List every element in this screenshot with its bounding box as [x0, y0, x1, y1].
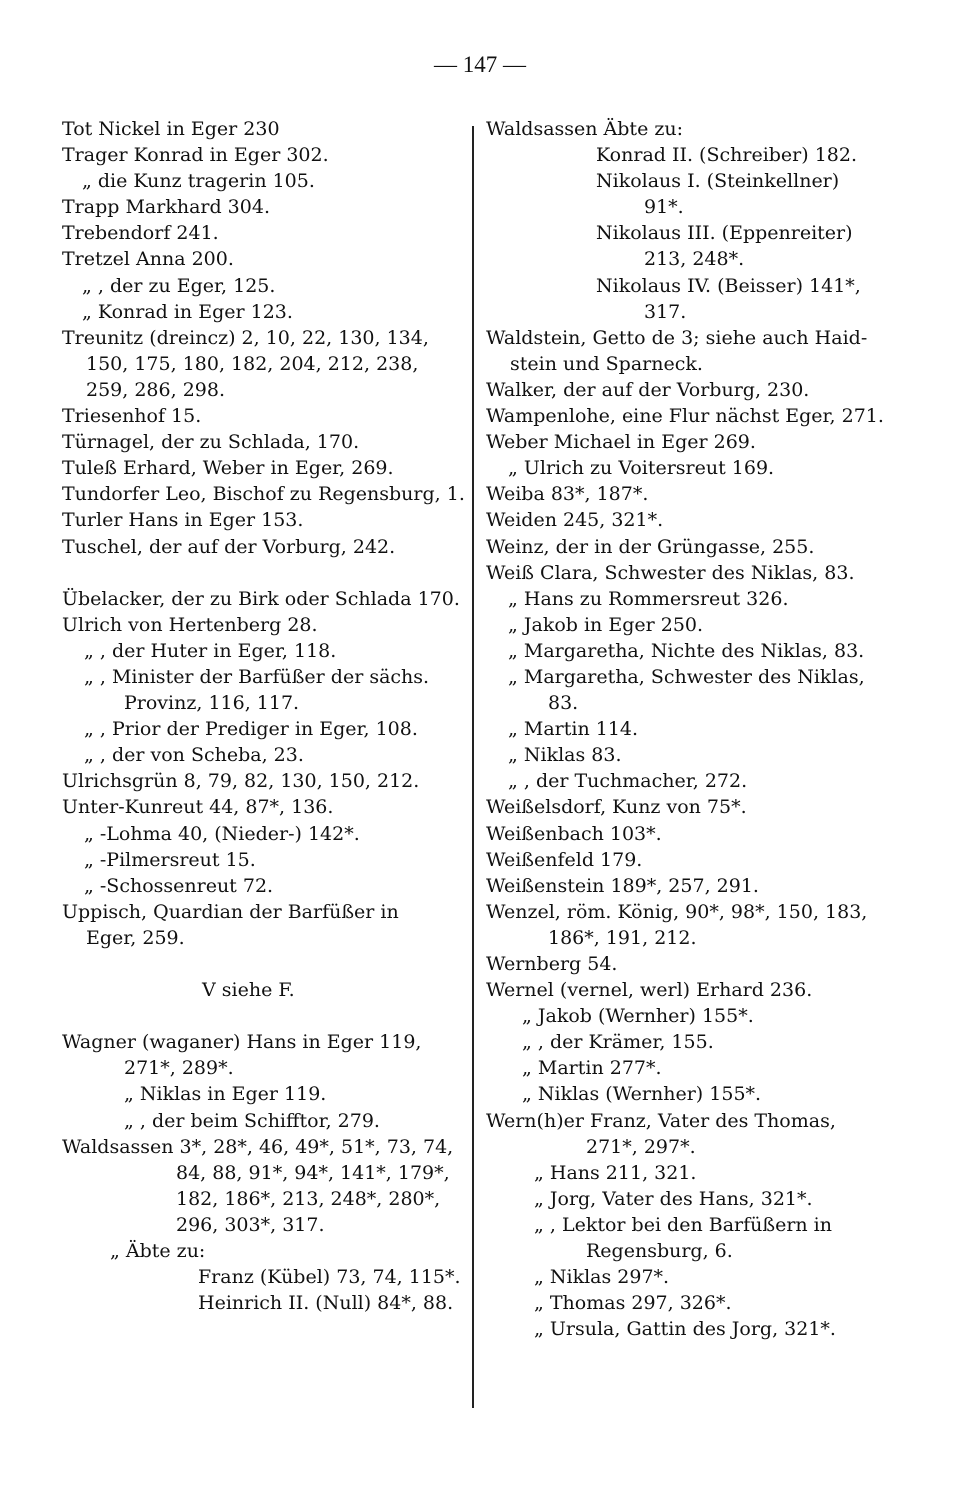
index-entry: 271*, 289*.	[124, 1057, 234, 1080]
index-entry: Eger, 259.	[86, 926, 185, 949]
index-entry: Wernberg 54.	[486, 953, 618, 975]
index-entry: 182, 186*, 213, 248*, 280*,	[176, 1187, 441, 1210]
index-entry: Weiba 83*, 187*.	[486, 483, 649, 506]
index-entry	[62, 1003, 462, 1029]
index-entry: „ Niklas (Wernher) 155*.	[522, 1083, 762, 1106]
index-entry: Ulrichsgrün 8, 79, 82, 130, 150, 212.	[62, 770, 420, 793]
index-entry: Nikolaus IV. (Beisser) 141*,	[596, 274, 861, 297]
index-entry: „ Jakob in Eger 250.	[508, 613, 704, 636]
index-entry: Weißenfeld 179.	[486, 848, 643, 871]
index-entry: Weiden 245, 321*.	[486, 509, 664, 532]
index-entry: Provinz, 116, 117.	[124, 692, 300, 715]
index-entry: „ , Lektor bei den Barfüßern in	[534, 1213, 832, 1236]
index-entry: Wampenlohe, eine Flur nächst Eger, 271.	[486, 405, 884, 428]
index-entry: 317.	[644, 300, 687, 323]
index-entry: „ Hans 211, 321.	[534, 1161, 697, 1184]
index-entry: „ Ursula, Gattin des Jorg, 321*.	[534, 1318, 836, 1341]
index-entry: „ , der Tuchmacher, 272.	[508, 770, 748, 793]
index-entry: „ Niklas 297*.	[534, 1266, 670, 1289]
index-entry: „ Niklas in Eger 119.	[124, 1083, 327, 1106]
index-entry: „ Hans zu Rommersreut 326.	[508, 587, 789, 610]
index-entry: Türnagel, der zu Schlada, 170.	[62, 431, 360, 454]
index-entry: 84, 88, 91*, 94*, 141*, 179*,	[176, 1161, 450, 1184]
index-entry: „ , Minister der Barfüßer der sächs.	[84, 665, 430, 688]
left-index-column	[62, 116, 465, 1316]
index-entry: Treunitz (dreincz) 2, 10, 22, 130, 134,	[62, 326, 429, 349]
index-entry: „ , der Huter in Eger, 118.	[84, 639, 337, 662]
index-entry: „ Konrad in Eger 123.	[82, 300, 293, 323]
index-entry: 213, 248*.	[644, 248, 745, 271]
index-entry: Wagner (waganer) Hans in Eger 119,	[62, 1031, 422, 1054]
index-entry: 150, 175, 180, 182, 204, 212, 238,	[86, 352, 419, 375]
index-entry: 259, 286, 298.	[86, 378, 225, 401]
index-entry: Wenzel, röm. König, 90*, 98*, 150, 183,	[486, 900, 868, 923]
index-entry	[62, 560, 462, 586]
index-entry: „ -Schossenreut 72.	[84, 874, 274, 897]
index-entry: „ Martin 277*.	[522, 1057, 662, 1080]
index-entry: V siehe F.	[202, 979, 295, 1002]
index-entry: Triesenhof 15.	[62, 405, 202, 428]
index-entry: Tot Nickel in Eger 230	[62, 118, 280, 140]
index-entry: „ die Kunz tragerin 105.	[82, 170, 315, 193]
index-entry: „ Thomas 297, 326*.	[534, 1292, 732, 1315]
index-entry: „ Margaretha, Schwester des Niklas,	[508, 665, 865, 688]
page-number: — 147 —	[434, 52, 526, 77]
index-entry: Trapp Markhard 304.	[62, 196, 270, 219]
index-entry: Waldsassen Äbte zu:	[486, 118, 683, 140]
index-entry: „ -Pilmersreut 15.	[84, 848, 256, 871]
index-entry: Waldsassen 3*, 28*, 46, 49*, 51*, 73, 74,	[62, 1135, 454, 1158]
index-entry: Tundorfer Leo, Bischof zu Regensburg, 1.	[62, 483, 465, 506]
index-entry: Tuleß Erhard, Weber in Eger, 269.	[62, 457, 394, 480]
index-entry: Weinz, der in der Grüngasse, 255.	[486, 535, 815, 558]
index-entry: Weißenstein 189*, 257, 291.	[486, 874, 759, 897]
index-entry: 271*, 297*.	[586, 1135, 696, 1158]
index-entry: „ , der zu Eger, 125.	[82, 274, 276, 297]
index-entry: „ , der beim Schifftor, 279.	[124, 1109, 380, 1132]
index-entry: Walker, der auf der Vorburg, 230.	[486, 378, 810, 401]
index-entry: „ -Lohma 40, (Nieder-) 142*.	[84, 822, 360, 845]
index-entry: „ Niklas 83.	[508, 744, 622, 767]
index-entry: Regensburg, 6.	[586, 1240, 733, 1263]
index-entry: Weiß Clara, Schwester des Niklas, 83.	[486, 561, 855, 584]
index-entry: Turler Hans in Eger 153.	[62, 509, 304, 532]
index-entry: Weißenbach 103*.	[486, 822, 662, 845]
index-entry: „ Martin 114.	[508, 718, 639, 741]
index-entry: 91*.	[644, 196, 684, 219]
index-entry: Trager Konrad in Eger 302.	[62, 144, 329, 167]
index-entry: 186*, 191, 212.	[548, 926, 697, 949]
index-entry: stein und Sparneck.	[510, 352, 703, 375]
right-index-column	[486, 116, 906, 1342]
index-entry: Weißelsdorf, Kunz von 75*.	[486, 796, 747, 819]
index-entry: Nikolaus III. (Eppenreiter)	[596, 222, 853, 245]
index-entry	[62, 951, 462, 977]
index-entry: Wern(h)er Franz, Vater des Thomas,	[486, 1109, 836, 1132]
column-divider	[472, 126, 474, 1408]
index-entry: Ulrich von Hertenberg 28.	[62, 613, 318, 636]
index-entry: Tuschel, der auf der Vorburg, 242.	[62, 535, 396, 558]
index-entry: Tretzel Anna 200.	[62, 248, 234, 271]
index-entry: „ Ulrich zu Voitersreut 169.	[508, 457, 775, 480]
index-entry: Uppisch, Quardian der Barfüßer in	[62, 900, 399, 923]
index-entry: „ , der Krämer, 155.	[522, 1031, 714, 1054]
index-entry: „ Jorg, Vater des Hans, 321*.	[534, 1187, 813, 1210]
index-entry: Übelacker, der zu Birk oder Schlada 170.	[62, 587, 460, 610]
index-entry: Franz (Kübel) 73, 74, 115*.	[198, 1266, 461, 1289]
index-entry: Trebendorf 241.	[62, 222, 219, 245]
index-entry: „ Jakob (Wernher) 155*.	[522, 1005, 754, 1028]
index-entry: 296, 303*, 317.	[176, 1213, 325, 1236]
index-entry: Konrad II. (Schreiber) 182.	[596, 144, 858, 167]
index-entry: „ , Prior der Prediger in Eger, 108.	[84, 718, 418, 741]
index-entry: „ Äbte zu:	[110, 1240, 206, 1263]
index-entry: „ , der von Scheba, 23.	[84, 744, 304, 767]
index-entry: Waldstein, Getto de 3; siehe auch Haid-	[486, 326, 868, 349]
index-entry: Nikolaus I. (Steinkellner)	[596, 170, 840, 193]
index-entry: „ Margaretha, Nichte des Niklas, 83.	[508, 639, 865, 662]
index-entry: Unter-Kunreut 44, 87*, 136.	[62, 796, 334, 819]
index-entry: 83.	[548, 692, 579, 715]
index-entry: Heinrich II. (Null) 84*, 88.	[198, 1292, 454, 1315]
index-entry: Weber Michael in Eger 269.	[486, 431, 756, 454]
index-entry: Wernel (vernel, werl) Erhard 236.	[486, 979, 813, 1002]
